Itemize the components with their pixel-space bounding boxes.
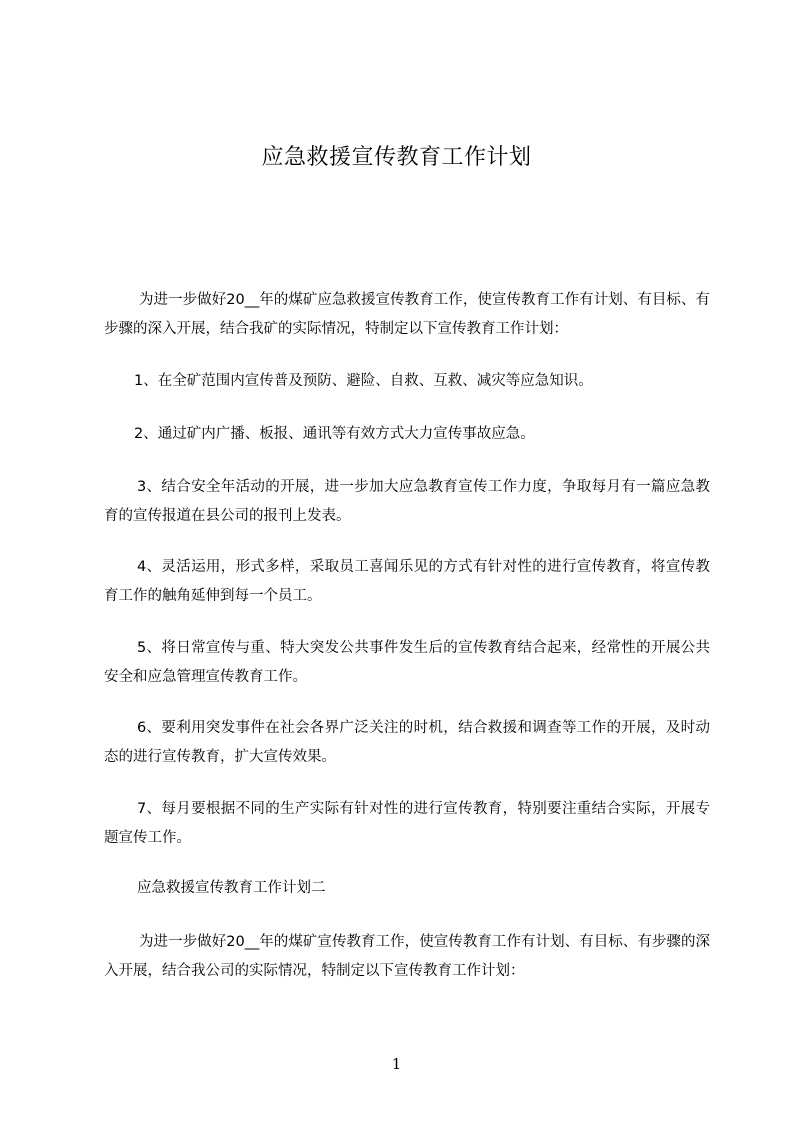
- plan-item-2: 2、通过矿内广播、板报、通讯等有效方式大力宣传事故应急。: [134, 426, 535, 442]
- plan-item-6: 6、要利用突发事件在社会各界广泛关注的时机，结合救援和调查等工作的开展，及时动态的进行宣传教育，扩大宣传效果。: [104, 720, 710, 765]
- section-heading-plan-2: 应急救援宣传教育工作计划二: [137, 880, 326, 896]
- plan-item-3: 3、结合安全年活动的开展，进一步加大应急教育宣传工作力度，争取每月有一篇应急教育的宣传报道在县公司的报刊上发表。: [104, 479, 710, 524]
- plan-item-4: 4、灵活运用，形式多样，采取员工喜闻乐见的方式有针对性的进行宣传教育，将宣传教育工作的触角延伸到每一个员工。: [104, 559, 710, 604]
- document-title: 应急救援宣传教育工作计划: [261, 145, 532, 170]
- plan-item-5: 5、将日常宣传与重、特大突发公共事件发生后的宣传教育结合起来，经常性的开展公共安全和应急管理宣传教育工作。: [104, 640, 710, 685]
- plan-item-1: 1、在全矿范围内宣传普及预防、避险、自救、互救、减灾等应急知识。: [134, 373, 593, 389]
- plan-2-intro-paragraph: 为进一步做好20__年的煤矿宣传教育工作，使宣传教育工作有计划、有目标、有步骤的深入开展，结合我公司的实际情况，特制定以下宣传教育工作计划：: [104, 934, 710, 979]
- page-number: 1: [391, 1055, 402, 1073]
- plan-item-7: 7、每月要根据不同的生产实际有针对性的进行宣传教育，特别要注重结合实际，开展专题宣传工作。: [104, 801, 710, 846]
- intro-paragraph: 为进一步做好20__年的煤矿应急救援宣传教育工作，使宣传教育工作有计划、有目标、有步骤的深入开展，结合我矿的实际情况，特制定以下宣传教育工作计划：: [104, 292, 710, 337]
